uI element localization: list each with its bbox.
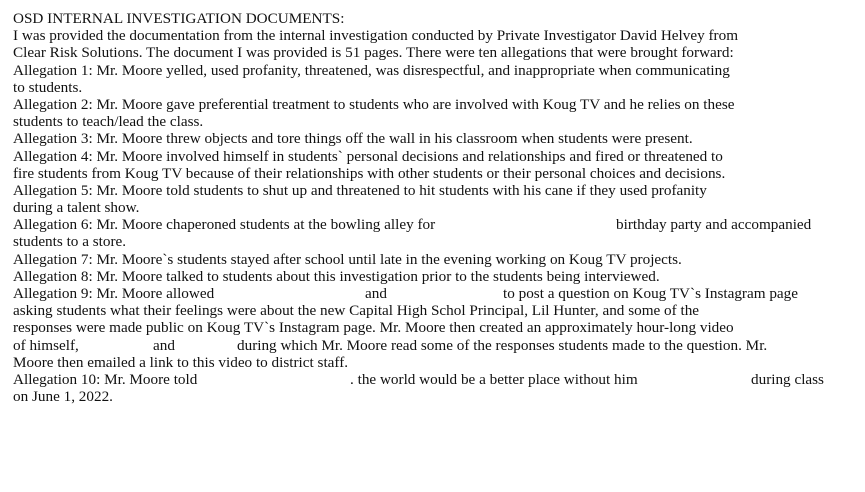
allegation-10-text-c: during class (751, 370, 824, 388)
allegation-4: Allegation 4: Mr. Moore involved himself in students` personal decisions and relationships and fired or threatened to (13, 147, 723, 165)
allegation-9-text-b: and (365, 285, 387, 302)
allegation-4-cont: fire students from Koug TV because of their relationships with other students or their personal choices and decisions. (13, 164, 726, 182)
allegation-9-text-a: Allegation 9: Mr. Moore allowed (13, 285, 215, 302)
paragraph-line: I was provided the documentation from the internal investigation conducted by Private Investigator David Helvey from (13, 27, 739, 45)
allegation-10 (13, 371, 851, 388)
allegation-9-text-c: to post a question on Koug TV`s Instagram page (503, 285, 798, 302)
allegation-6 (13, 216, 851, 233)
allegation-2: Allegation 2: Mr. Moore gave preferential treatment to students who are involved with Koug TV and he relies on these (13, 95, 735, 113)
allegation-1: Allegation 1: Mr. Moore yelled, used profanity, threatened, was disrespectful, and inappropriate when communicating (13, 61, 730, 79)
allegation-5-cont: during a talent show. (13, 199, 140, 217)
allegation-2-cont: students to teach/lead the class. (13, 113, 204, 131)
allegation-9 (13, 285, 851, 302)
document-heading: OSD INTERNAL INVESTIGATION DOCUMENTS: (13, 10, 345, 27)
allegation-3: Allegation 3: Mr. Moore threw objects and tore things off the wall in his classroom when students were present. (13, 130, 693, 148)
allegation-1-cont: to students. (13, 78, 83, 96)
allegation-8: Allegation 8: Mr. Moore talked to students about this investigation prior to the students being interviewed. (13, 267, 660, 285)
allegation-9-line4-a: of himself, (13, 336, 79, 354)
allegation-9-cont (13, 337, 851, 354)
allegation-6-cont: students to a store. (13, 233, 127, 251)
allegation-9-cont: responses were made public on Koug TV`s Instagram page. Mr. Moore then created an approximately hour-long video (13, 319, 734, 337)
allegation-6-text-a: Allegation 6: Mr. Moore chaperoned students at the bowling alley for (13, 216, 436, 234)
allegation-9-line4-c: during which Mr. Moore read some of the responses students made to the question. Mr. (237, 336, 768, 354)
allegation-9-line4-b: and (153, 336, 175, 354)
allegation-10-cont: on June 1, 2022. (13, 388, 113, 406)
allegation-9-cont: asking students what their feelings were about the new Capital High Schol Principal, Lil Hunter, and some of the (13, 302, 700, 320)
allegation-10-text-b: . the world would be a better place without him (350, 370, 638, 388)
allegation-6-text-b: birthday party and accompanied (616, 216, 812, 234)
allegation-9-cont: Moore then emailed a link to this video to district staff. (13, 353, 349, 371)
allegation-7: Allegation 7: Mr. Moore`s students stayed after school until late in the evening working on Koug TV projects. (13, 250, 682, 268)
paragraph-line: Clear Risk Solutions. The document I was provided is 51 pages. There were ten allegations that were brought forward: (13, 44, 734, 62)
allegation-5: Allegation 5: Mr. Moore told students to shut up and threatened to hit students with his cane if they used profanity (13, 181, 707, 199)
allegation-10-text-a: Allegation 10: Mr. Moore told (13, 370, 198, 388)
